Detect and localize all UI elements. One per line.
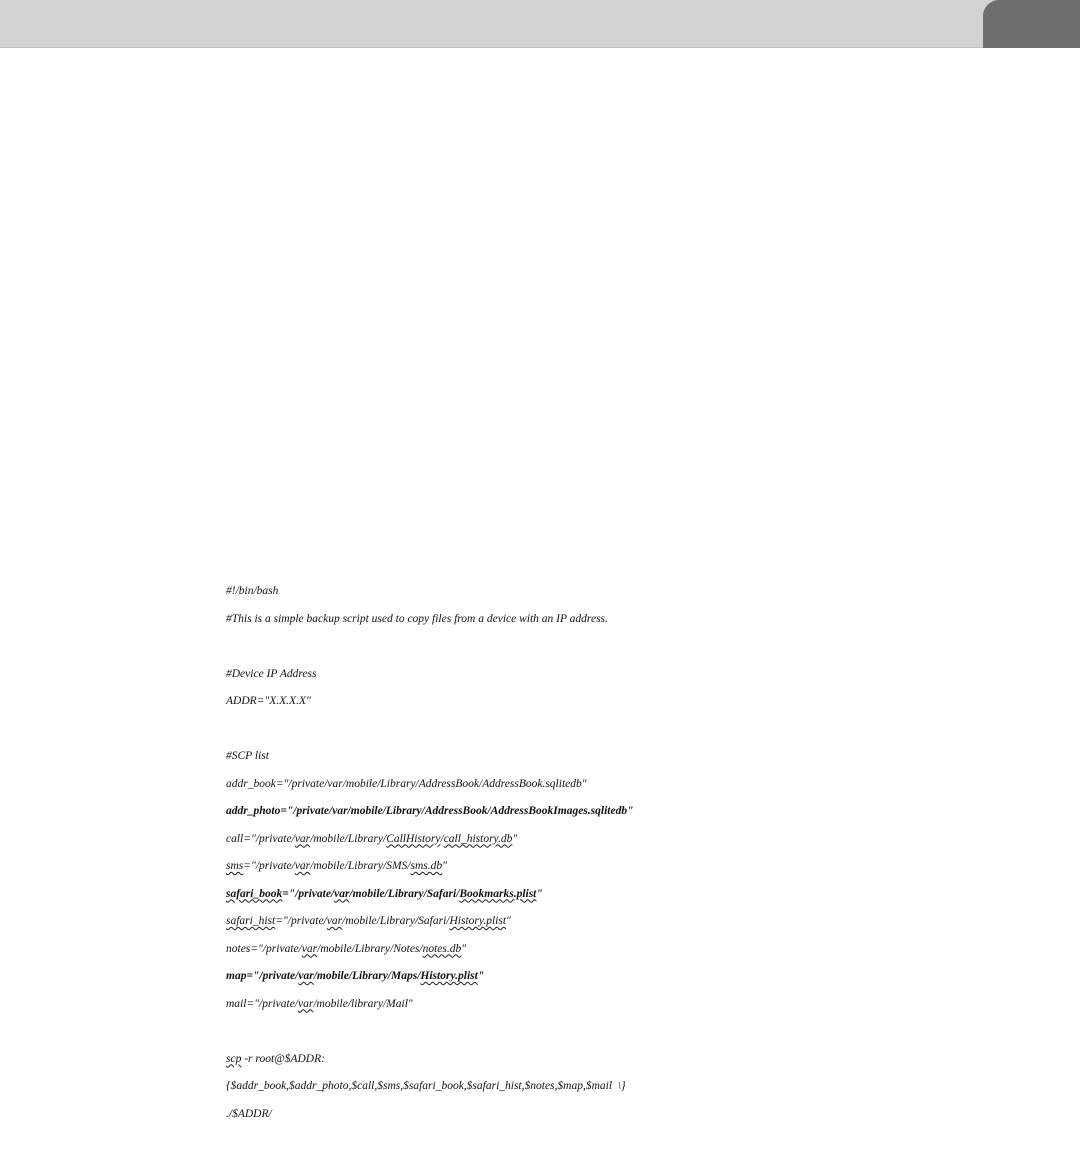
device-ip-comment: #Device IP Address (226, 667, 317, 680)
safari-book-name: safari_book (226, 887, 283, 900)
scp-list-comment: #SCP list (226, 750, 269, 762)
map-path: /mobile/Library/Maps/ (313, 970, 421, 982)
sms-prefix: ="/private/ (243, 860, 295, 872)
safari-book-line (226, 881, 926, 909)
safari-book-path: /mobile/Library/Safari/ (349, 887, 460, 900)
addr-assignment: ADDR="X.X.X.X" (226, 695, 311, 707)
safari-hist-quote: " (506, 915, 511, 927)
sms-file: sms.db (410, 860, 443, 872)
call-path: /mobile/Library/ (310, 832, 387, 845)
safari-hist-line (226, 908, 926, 936)
sms-line (226, 853, 926, 881)
scp-args: -r root@$ADDR: (241, 1052, 325, 1065)
mail-path: /mobile/library/Mail" (313, 997, 413, 1010)
blank-line (226, 633, 926, 661)
call-quote: " (512, 832, 518, 845)
notes-file: notes.db (422, 942, 462, 955)
safari-hist-var: var (326, 915, 343, 927)
mail-prefix: mail="/private/ (226, 997, 298, 1010)
addr-book-line: addr_book="/private/var/mobile/Library/AddressBook/AddressBook.sqlitedb" (226, 777, 587, 790)
corner-tab[interactable] (983, 0, 1080, 48)
safari-hist-path: /mobile/Library/Safari/ (342, 915, 450, 927)
notes-var: var (301, 942, 318, 955)
notes-prefix: notes="/private/ (226, 942, 302, 955)
notes-line (226, 936, 926, 964)
map-line (226, 963, 926, 991)
safari-book-file: Bookmarks.plist (459, 887, 537, 900)
map-prefix: map="/private/ (226, 970, 299, 982)
sms-name: sms (226, 860, 244, 872)
scp-variable-list: {$addr_book,$addr_photo,$call,$sms,$safari_book,$safari_hist,$notes,$map,$mail \} (226, 1080, 626, 1092)
bash-script-listing (226, 578, 926, 1128)
safari-hist-prefix: ="/private/ (275, 915, 327, 927)
notes-path: /mobile/Library/Notes/ (317, 942, 423, 955)
map-file: History.plist (420, 970, 478, 982)
mail-line (226, 991, 926, 1019)
description-comment: #This is a simple backup script used to copy files from a device with an IP address. (226, 612, 608, 625)
safari-book-var: var (334, 887, 350, 900)
call-sep: / (440, 832, 444, 845)
call-dir: CallHistory (386, 832, 441, 845)
addr-photo-line: addr_photo="/private/var/mobile/Library/AddressBook/AddressBookImages.sqlitedb" (226, 805, 634, 817)
scp-destination: ./$ADDR/ (226, 1107, 272, 1120)
notes-quote: " (461, 942, 467, 955)
safari-book-quote: " (536, 887, 543, 900)
safari-hist-name: safari_hist (226, 915, 276, 927)
call-line (226, 826, 926, 854)
sms-var: var (294, 860, 311, 872)
scp-command: scp (226, 1052, 242, 1065)
mail-var: var (298, 997, 314, 1010)
sms-path: /mobile/Library/SMS/ (310, 860, 411, 872)
top-toolbar (0, 0, 1080, 48)
map-quote: " (477, 970, 485, 982)
call-var: var (294, 832, 311, 845)
call-file: call_history.db (443, 832, 513, 845)
blank-line (226, 716, 926, 744)
sms-quote: " (442, 860, 447, 872)
scp-command-line (226, 1046, 926, 1074)
safari-book-prefix: ="/private/ (282, 887, 335, 900)
map-var: var (298, 970, 314, 982)
safari-hist-file: History.plist (449, 915, 507, 927)
blank-line (226, 1018, 926, 1046)
call-prefix: call="/private/ (226, 832, 295, 845)
shebang-line: #!/bin/bash (226, 585, 279, 597)
